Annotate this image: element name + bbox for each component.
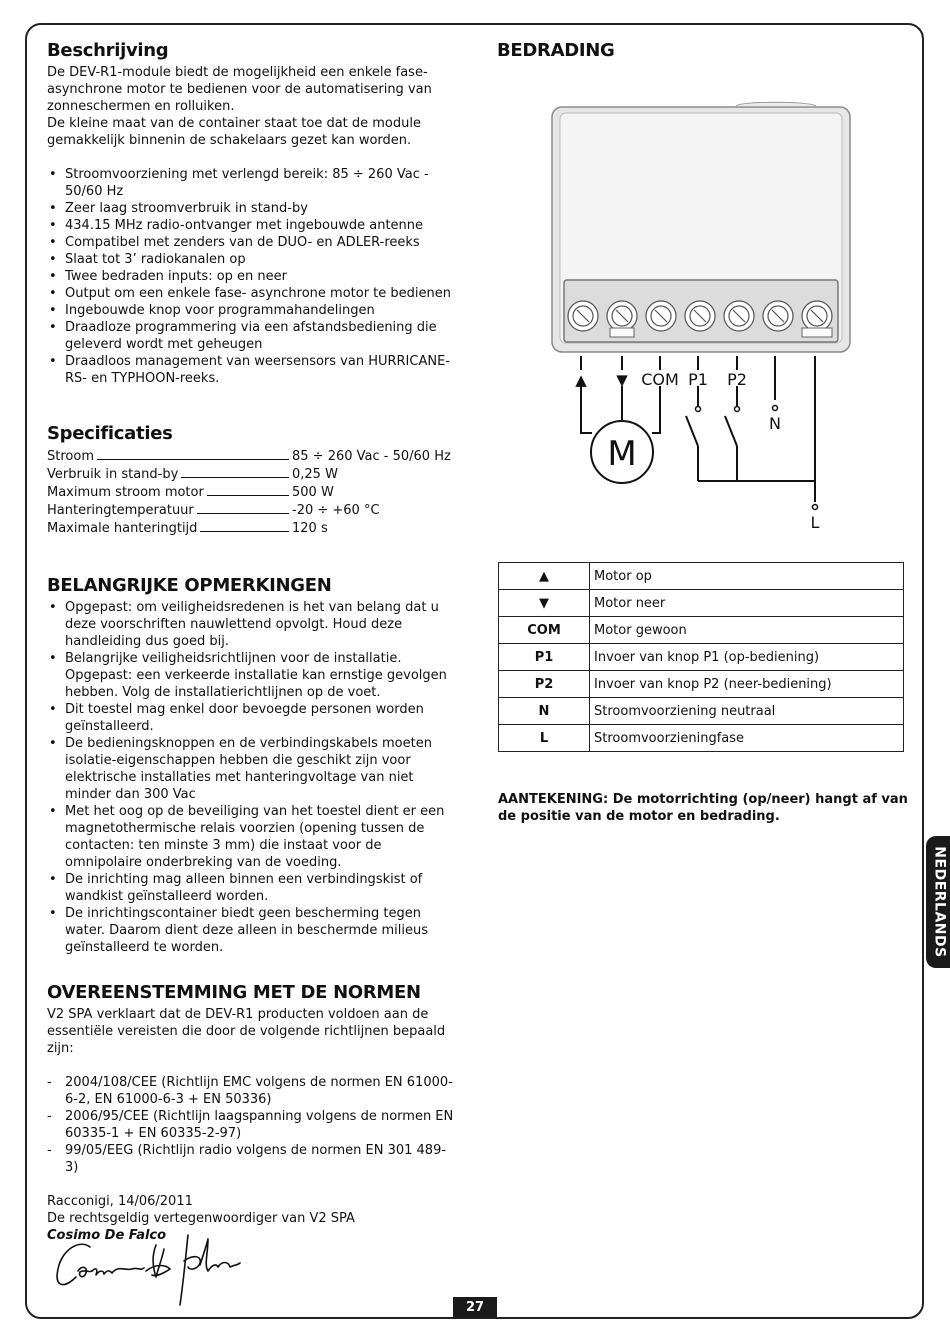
table-description: Motor gewoon bbox=[590, 617, 904, 644]
language-tab bbox=[926, 836, 950, 968]
table-row bbox=[499, 725, 904, 752]
table-symbol: ▲ bbox=[499, 563, 590, 590]
table-row bbox=[499, 671, 904, 698]
spec-row bbox=[47, 465, 449, 483]
spec-row bbox=[47, 483, 449, 501]
terminal-p1-label: P1 bbox=[688, 370, 708, 389]
spec-label: Maximale hanteringtijd bbox=[47, 521, 198, 536]
table-description: Motor op bbox=[590, 563, 904, 590]
remark-item: • Opgepast: om veiligheidsredenen is het van belang dat u deze voorschriften nauwlettend opvolgt. Houd deze handleiding dus goed bij. bbox=[47, 599, 457, 650]
feature-item: • Draadloze programmering via een afstandsbediening die geleverd wordt met geheugen bbox=[47, 319, 457, 353]
spec-value: 85 ÷ 260 Vac - 50/60 Hz bbox=[292, 449, 451, 464]
feature-item: • Slaat tot 3’ radiokanalen op bbox=[47, 251, 457, 268]
spec-value: -20 ÷ +60 °C bbox=[292, 503, 380, 518]
directive-item: - 2004/108/CEE (Richtlijn EMC volgens de normen EN 61000-6-2, EN 61000-6-3 + EN 50336) bbox=[47, 1074, 457, 1108]
table-symbol: N bbox=[499, 698, 590, 725]
remark-item: • Met het oog op de beveiliging van het toestel dient er een magnetothermische relais voorzien (opening tussen de contacten: ten minste 3 mm) die instaat voor de omnipolaire onderbreking van de voeding. bbox=[47, 803, 457, 871]
spec-row bbox=[47, 501, 449, 519]
spec-row bbox=[47, 447, 449, 465]
remarks-list bbox=[47, 599, 457, 956]
directive-list bbox=[47, 1074, 457, 1176]
table-description: Stroomvoorziening neutraal bbox=[590, 698, 904, 725]
terminal-table bbox=[498, 562, 904, 752]
remark-item: • Dit toestel mag enkel door bevoegde personen worden geïnstalleerd. bbox=[47, 701, 457, 735]
spec-label: Maximum stroom motor bbox=[47, 485, 204, 500]
table-symbol: P1 bbox=[499, 644, 590, 671]
wiring-title: BEDRADING bbox=[497, 40, 615, 61]
representative: De rechtsgeldig vertegenwoordiger van V2 SPA bbox=[47, 1211, 355, 1226]
feature-item: • Draadloos management van weersensors van HURRICANE-RS- en TYPHOON-reeks. bbox=[47, 353, 457, 387]
feature-list bbox=[47, 166, 457, 387]
place-date: Racconigi, 14/06/2011 bbox=[47, 1194, 193, 1209]
terminal-n-label: N bbox=[769, 414, 781, 433]
motor-label: M bbox=[607, 434, 637, 474]
right-column bbox=[497, 40, 907, 64]
table-description: Stroomvoorzieningfase bbox=[590, 725, 904, 752]
description-title: Beschrijving bbox=[47, 40, 169, 61]
wiring-diagram bbox=[540, 100, 860, 540]
directive-item: - 2006/95/CEE (Richtlijn laagspanning volgens de normen EN 60335-1 + EN 60335-2-97) bbox=[47, 1108, 457, 1142]
left-column bbox=[47, 40, 457, 1244]
spec-label: Hanteringtemperatuur bbox=[47, 503, 194, 518]
signatory-name: Cosimo De Falco bbox=[47, 1228, 167, 1243]
description-paragraph: De kleine maat van de container staat toe dat de module gemakkelijk binnenin de schakelaars gezet kan worden. bbox=[47, 116, 421, 148]
table-symbol: ▼ bbox=[499, 590, 590, 617]
table-row bbox=[499, 644, 904, 671]
spec-value: 120 s bbox=[292, 521, 328, 536]
conformity-title: OVEREENSTEMMING MET DE NORMEN bbox=[47, 982, 421, 1003]
terminal-up-label: ▲ bbox=[575, 371, 587, 389]
terminal-p2-label: P2 bbox=[727, 370, 747, 389]
directive-item: - 99/05/EEG (Richtlijn radio volgens de normen EN 301 489-3) bbox=[47, 1142, 457, 1176]
page-number: 27 bbox=[453, 1297, 497, 1318]
spec-value: 0,25 W bbox=[292, 467, 338, 482]
feature-item: • Twee bedraden inputs: op en neer bbox=[47, 268, 457, 285]
feature-item: • Stroomvoorziening met verlengd bereik: 85 ÷ 260 Vac - 50/60 Hz bbox=[47, 166, 457, 200]
table-row bbox=[499, 590, 904, 617]
signature-image bbox=[52, 1225, 252, 1315]
remark-item: • De inrichting mag alleen binnen een verbindingskist of wandkist geïnstalleerd worden. bbox=[47, 871, 457, 905]
table-symbol: P2 bbox=[499, 671, 590, 698]
table-description: Motor neer bbox=[590, 590, 904, 617]
spec-row bbox=[47, 519, 449, 537]
conformity-intro: V2 SPA verklaart dat de DEV-R1 producten voldoen aan de essentiële vereisten die door de volgende richtlijnen bepaald zijn: bbox=[47, 1007, 446, 1056]
remark-item: • De inrichtingscontainer biedt geen bescherming tegen water. Daarom dient deze alleen in beschermde milieus geïnstalleerd te worden. bbox=[47, 905, 457, 956]
feature-item: • 434.15 MHz radio-ontvanger met ingebouwde antenne bbox=[47, 217, 457, 234]
spec-value: 500 W bbox=[292, 485, 334, 500]
table-symbol: COM bbox=[499, 617, 590, 644]
remark-item: • Belangrijke veiligheidsrichtlijnen voor de installatie. Opgepast: een verkeerde installatie kan ernstige gevolgen hebben. Volg de installatierichtlijnen op de voet. bbox=[47, 650, 457, 701]
remark-item: • De bedieningsknoppen en de verbindingskabels moeten isolatie-eigenschappen hebben die geschikt zijn voor elektrische installaties met hanteringvoltage van niet minder dan 300 Vac bbox=[47, 735, 457, 803]
terminal-l-label: L bbox=[810, 513, 820, 532]
language-tab-label: NEDERLANDS bbox=[931, 846, 948, 958]
spec-label: Verbruik in stand-by bbox=[47, 467, 179, 482]
wiring-note: AANTEKENING: De motorrichting (op/neer) hangt af van de positie van de motor en bedrading. bbox=[498, 792, 908, 824]
table-description: Invoer van knop P2 (neer-bediening) bbox=[590, 671, 904, 698]
table-row bbox=[499, 698, 904, 725]
spec-label: Stroom bbox=[47, 449, 94, 464]
feature-item: • Compatibel met zenders van de DUO- en ADLER-reeks bbox=[47, 234, 457, 251]
specs-list bbox=[47, 447, 449, 537]
table-description: Invoer van knop P1 (op-bediening) bbox=[590, 644, 904, 671]
table-row bbox=[499, 563, 904, 590]
terminal-down-label: ▼ bbox=[616, 371, 628, 389]
feature-item: • Zeer laag stroomverbruik in stand-by bbox=[47, 200, 457, 217]
table-row bbox=[499, 617, 904, 644]
specs-title: Specificaties bbox=[47, 423, 173, 444]
feature-item: • Ingebouwde knop voor programmahandelingen bbox=[47, 302, 457, 319]
terminal-com-label: COM bbox=[641, 370, 679, 389]
remarks-title: BELANGRIJKE OPMERKINGEN bbox=[47, 575, 332, 596]
table-symbol: L bbox=[499, 725, 590, 752]
description-paragraph: De DEV-R1-module biedt de mogelijkheid een enkele fase-asynchrone motor te bedienen voor de automatisering van zonneschermen en rolluiken. bbox=[47, 65, 432, 114]
feature-item: • Output om een enkele fase- asynchrone motor te bedienen bbox=[47, 285, 457, 302]
